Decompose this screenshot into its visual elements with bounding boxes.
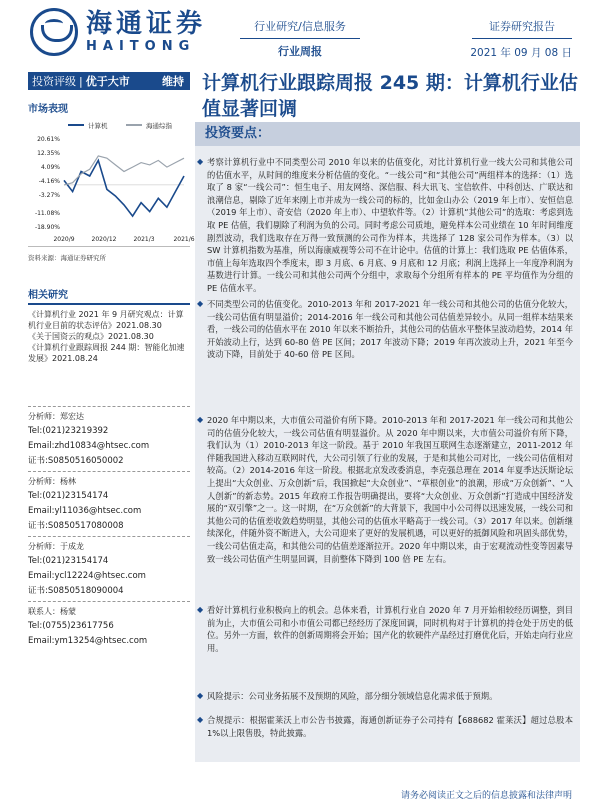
paragraph-text: 不同类型公司的估值变化。2010-2013 年和 2017-2021 年一线公司和其他公司的估值分化较大，一线公司估值有明显溢价；2014-2016 年一线公司和其他公司估值差异较小。从同一组样本结果来看，一线公司的估值水平在 2010 年以来不断抬升，其他公司的估值水平整体呈波动趋势，2014 年开始波动上行，达到 60-80 倍 PE 区间；2017 年波动下降；2019 年再次波动上升，2021 年至今波动下降，目前处于 40-60 倍 PE 区间。 — [207, 299, 573, 360]
analyst-name: 分析师：于成龙 — [28, 542, 84, 551]
legend-label: 海通综指 — [146, 122, 172, 130]
related-research — [28, 286, 190, 364]
y-tick-label: -3.27% — [38, 192, 60, 199]
bullet-icon: ◆ — [197, 415, 204, 424]
bullet-icon: ◆ — [197, 157, 204, 166]
related-item[interactable]: 《计算机行业跟踪周报 244 期：智能化加速发展》2021.08.24 — [28, 343, 185, 363]
y-tick-label: -4.16% — [38, 178, 60, 185]
rating-label: 投资评级 — [32, 75, 76, 88]
summary-paragraph — [197, 414, 573, 565]
analyst-block — [28, 536, 190, 599]
report-title: 计算机行业跟踪周报 245 期：计算机行业估值显著回调 — [202, 72, 578, 120]
summary-heading: 投资要点： — [195, 122, 580, 146]
rating-bar — [28, 72, 190, 90]
related-item[interactable]: 《关于国资云的观点》2021.08.30 — [28, 332, 154, 341]
analyst-cert: 证书:S0850516050002 — [28, 456, 124, 466]
rating-separator: | — [79, 74, 83, 88]
summary-paragraph — [197, 298, 573, 361]
report-date: 2021 年 09 月 08 日 — [470, 47, 572, 59]
bullet-icon: ◆ — [197, 691, 204, 700]
analyst-email[interactable]: Email:yl11036@htsec.com — [28, 506, 142, 516]
report-category: 行业研究/信息服务 — [240, 18, 360, 39]
market-chart — [28, 119, 195, 247]
paragraph-text: 合规提示：根据霍莱沃上市公告书披露，海通创新证券子公司持有【688682 霍莱沃】超过总股本 1%以上限售股，特此披露。 — [207, 715, 573, 738]
analyst-tel: Tel:(021)23219392 — [28, 426, 109, 436]
x-tick-label: 2021/3 — [133, 236, 155, 243]
market-performance-label: 市场表现 — [28, 104, 68, 115]
report-label: 证券研究报告 — [472, 18, 572, 39]
rating-change: 维持 — [162, 75, 184, 88]
paragraph-text: 看好计算机行业积极向上的机会。总体来看，计算机行业自 2020 年 7 月开始相较经历调整，到目前为止，大市值公司和小市值公司都已经经历了深度回调，同时机构对于计算机的持仓处于历史的低位。另外一方面，软件的创新周期将会开始；国产化的软硬件产品经过打磨优化后，开始走向行业应用。 — [207, 605, 573, 653]
bullet-icon: ◆ — [197, 299, 204, 308]
analyst-list — [28, 404, 190, 649]
report-type: 行业周报 — [278, 45, 322, 58]
logo-chinese: 海通证券 — [86, 9, 207, 39]
related-item[interactable]: 《计算机行业 2021 年 9 月研究观点：计算机行业目前的状态评估》2021.08.30 — [28, 310, 184, 330]
bullet-icon: ◆ — [197, 715, 204, 724]
analyst-email[interactable]: Email:ym13254@htsec.com — [28, 636, 148, 646]
analyst-tel: Tel:(0755)23617756 — [28, 621, 114, 631]
paragraph-text: 2020 年中期以来，大市值公司溢价有所下降。2010-2013 年和 2017-2021 年一线公司和其他公司的估值分化较大，一线公司估值有明显溢价。从 2020 年中期以来，大市值公司溢价有所下降，我们认为（1）2010-2013 年这一阶段。基于 2010 年我国互联网生态逐渐建立，2011-2012 年伴随我国进入移动互联网时代，大公司引领了行业的发展，于是和其他公司对比，一线公司估值相对较高。（2）2014-2016 年这一阶段。根据北京发改委消息，李克强总理在 2014 年夏季达沃斯论坛上提出“大众创业、万众创新”后，我国掀起“大众创业”、“草根创业”的浪潮，形成“万众创新”、“人人创新”的新态势。2015 年政府工作报告明确提出，要将“大众创业、万众创新”打造成中国经济发展的“双引擎”之一。这一时期，在“万众创新”的大背景下，我国中小公司得以迅速发展，一线公司和其他公司的估值差收敛趋势明显，其他公司的估值水平略高于一线公司。（3）2017 年以来。创新继续深化，伴随外资不断进入，大公司迎来了更好的发展机遇，可以更好的抵御风险和巩固头部优势，一线公司估值走高，和其他公司的估值差逐渐拉开。2020 年中期以来，由于宏观流动性变等因素导致一线公司估值产生明显回调，目前整体下降到 100 倍 PE 左右。 — [207, 415, 573, 564]
x-tick-label: 2020/9 — [53, 236, 75, 243]
haitong-logo — [30, 8, 206, 56]
y-tick-label: 12.35% — [37, 150, 60, 157]
logo-english: HAITONG — [86, 39, 196, 54]
analyst-name: 分析师：杨林 — [28, 477, 76, 486]
analyst-name: 分析师：郑宏达 — [28, 412, 84, 421]
chart-source: 资料来源：海通证券研究所 — [28, 254, 106, 262]
summary-paragraph — [197, 156, 573, 295]
report-header — [0, 0, 600, 70]
y-tick-label: -18.90% — [34, 224, 60, 231]
footer-disclaimer: 请务必阅读正文之后的信息披露和法律声明 — [400, 791, 572, 801]
analyst-tel: Tel:(021)23154174 — [28, 491, 109, 501]
series-line — [64, 156, 184, 185]
analyst-block — [28, 601, 190, 649]
y-tick-label: 4.09% — [40, 164, 60, 171]
analyst-email[interactable]: Email:ycl12224@htsec.com — [28, 571, 146, 581]
paragraph-text: 风险提示：公司业务拓展不及预期的风险，部分细分领域信息化需求低于预期。 — [207, 691, 498, 701]
x-tick-label: 2021/6 — [173, 236, 195, 243]
paragraph-text: 考察计算机行业中不同类型公司 2010 年以来的估值变化，对比计算机行业一线大公司和其他公司的估值水平，从时间的维度来分析估值的变化。“一线公司”和“其他公司”两组样本的选择：（1）选取了 8 家“一线公司”：恒生电子、用友网络、深信服、科大讯飞、宝信软件、中科创达、广联达和浪潮信息，剔除了近年来刚上市并成为一线公司的标的，比如金山办公（2019 年上市）、安恒信息（2019 年上市）、奇安信（2020 年上市）、中望软件等。（2）计算机“其他公司”的选取：考虑到选取 PE 估值，我们剔除了利润为负的公司。同时考虑公司质地，避免样本公司业绩在 10 年时间维度剧烈波动，我们选取存在万得一致预测的公司作为样本，共选择了 128 家公司作为样本。（3）以 SW 计算机指数为基准，所以海康威视等公司不在计论中。估值的计算上：我们选取 PE 估值体系，市值上每年选取四个季度末，即 3 月底、6 月底、9 月底和 12 月底；利润上选择上一年度净利润为基数进行计算。一线公司和其他公司两个分组中，求取每个分组所有样本的 PE 平均值作为分组的 PE 估值水平。 — [207, 157, 573, 293]
investment-summary — [195, 122, 580, 762]
haitong-logo-icon — [30, 8, 78, 56]
analyst-tel: Tel:(021)23154174 — [28, 556, 109, 566]
summary-paragraph — [197, 690, 573, 703]
market-chart-svg — [28, 119, 195, 247]
summary-paragraph — [197, 714, 573, 739]
analyst-cert: 证书:S0850517080008 — [28, 521, 124, 531]
analyst-name: 联系人：杨蒙 — [28, 607, 76, 616]
series-line — [64, 160, 184, 216]
rating-value: 优于大市 — [85, 75, 130, 88]
y-tick-label: 20.61% — [37, 136, 60, 143]
analyst-block — [28, 406, 190, 469]
legend-label: 计算机 — [88, 122, 108, 130]
analyst-cert: 证书:S0850518090004 — [28, 586, 124, 596]
summary-paragraph — [197, 604, 573, 654]
analyst-email[interactable]: Email:zhd10834@htsec.com — [28, 441, 150, 451]
x-tick-label: 2020/12 — [91, 236, 117, 243]
related-title: 相关研究 — [28, 286, 190, 305]
analyst-block — [28, 471, 190, 534]
y-tick-label: -11.08% — [34, 210, 60, 217]
bullet-icon: ◆ — [197, 605, 204, 614]
